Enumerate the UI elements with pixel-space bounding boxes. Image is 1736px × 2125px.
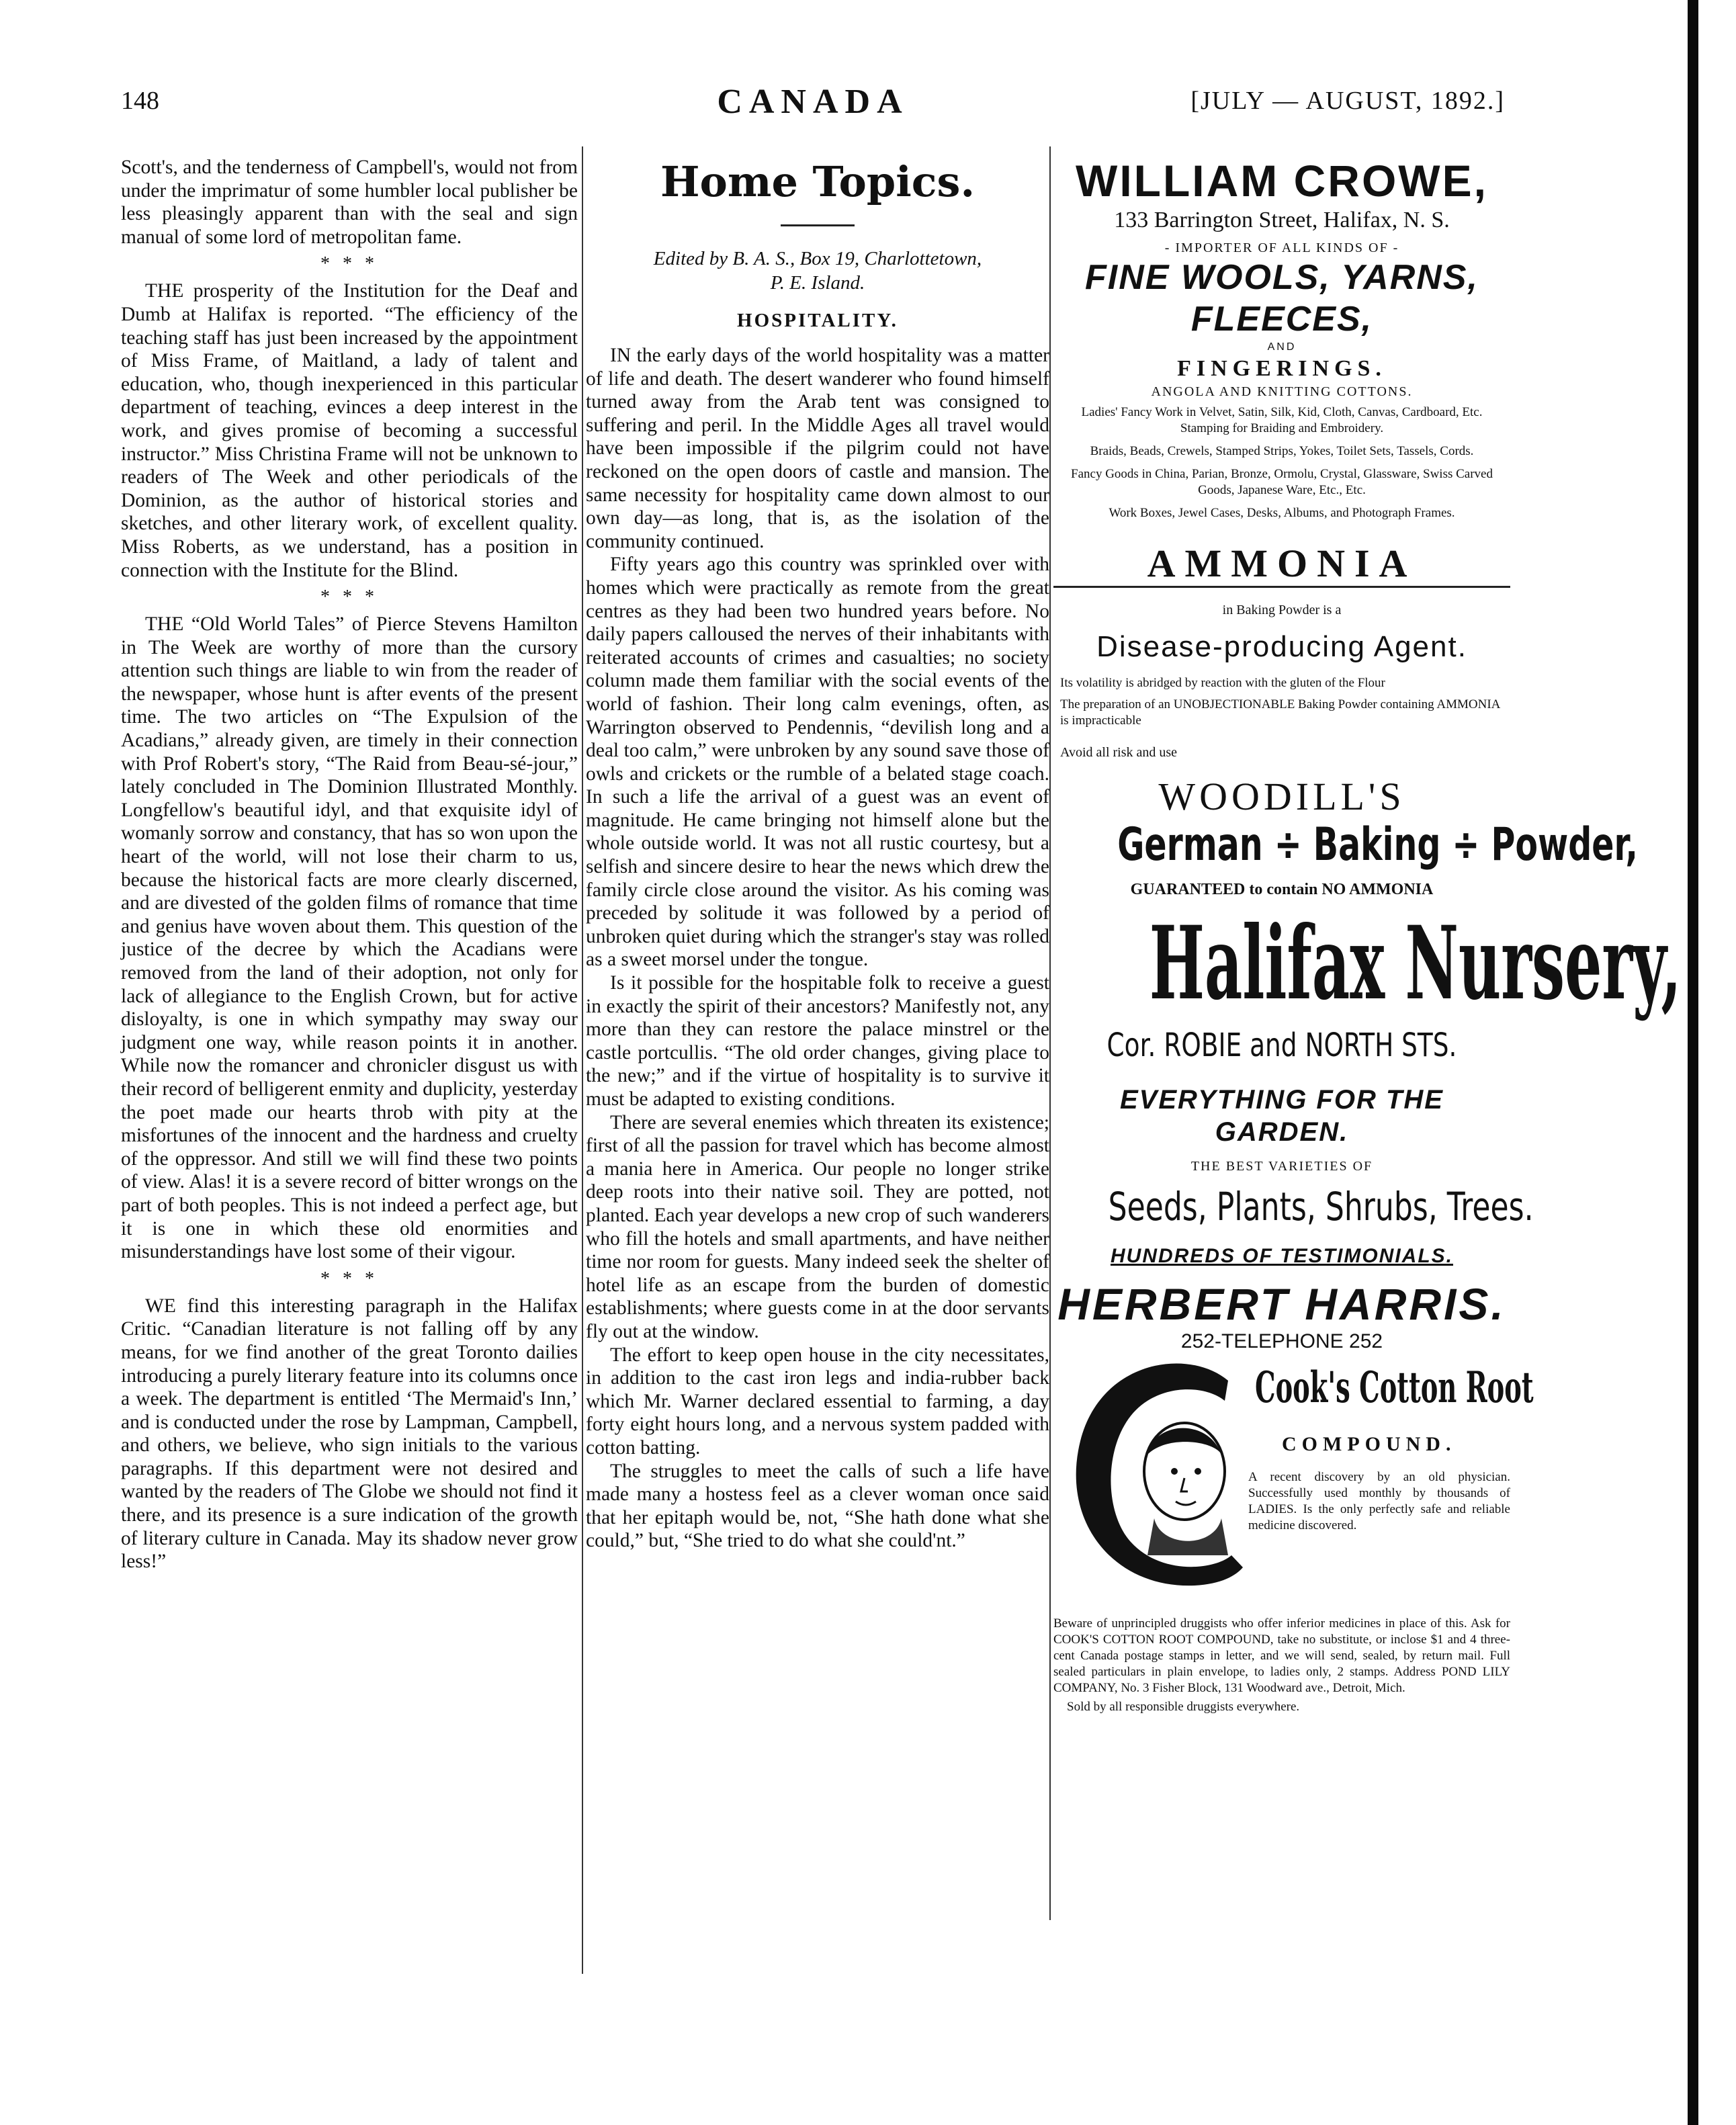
goods-line: Fancy Goods in China, Parian, Bronze, Ormolu, Crystal, Glassware, Swiss Carved Goods, Japanese Ware, Etc., Etc.	[1071, 467, 1493, 497]
page-number: 148	[121, 87, 159, 115]
importer-line: - IMPORTER OF ALL KINDS OF -	[1164, 241, 1399, 255]
telephone-line: 252-TELEPHONE 252	[1180, 1330, 1383, 1352]
and-line: AND	[1267, 341, 1297, 353]
paragraph-halifax-critic: WE find this interesting paragraph in the Halifax Critic. “Canadian literature is not falling off by any means, for we find another of the great Toronto dailies introducing a purely literary feature into its columns once a week. The department is entitled ‘The Mermaid's Inn,’ and is conducted under the rose by Lampman, Campbell, and others, we believe, who sign initials to the various paragraphs. If this department were not desired and wanted by the readers of The Globe we should not find it there, and its presence is a sure indication of the growth of literary culture in Canada. May its shadow never grow less!”	[121, 1295, 578, 1573]
cook-advertisement	[1053, 1354, 1534, 1616]
advertisement-column	[1053, 156, 1682, 1715]
goods-line: Braids, Beads, Crewels, Stamped Strips, Yokes, Toilet Sets, Tassels, Cords.	[1090, 444, 1474, 458]
ammonia-heading: AMMONIA	[1147, 541, 1417, 585]
cook-title: Cook's Cotton Root	[1255, 1362, 1534, 1413]
proprietor-name: HERBERT HARRIS.	[1057, 1279, 1506, 1329]
woodill-heading: WOODILL'S	[1158, 775, 1405, 818]
advertiser-name: WILLIAM CROWE,	[1076, 156, 1488, 206]
scan-edge	[1688, 0, 1698, 2125]
guarantee-line: GUARANTEED to contain NO AMMONIA	[1130, 881, 1434, 898]
baking-line: in Baking Powder is a	[1222, 603, 1342, 617]
cook-description: A recent discovery by an old physician. Successfully used monthly by thousands of LADIES. Is the only perfectly safe and reliable medicine discovered.	[1248, 1470, 1510, 1532]
column-rule-2	[1049, 146, 1051, 1920]
section-stars: * * *	[320, 587, 378, 608]
paragraph: Is it possible for the hospitable folk to receive a guest in exactly the spirit of their ancestors? Manifestly not, any more than they can restore the palace minstrel or the castle portcullis. “The old order changes, giving place to the new;” and if the virtue of hospitality is to survive it must be adapted to existing conditions.	[586, 972, 1049, 1110]
paragraph: Fifty years ago this country was sprinkled over with homes which were practically as remote from the great centres as they had been two hundred years before. No daily papers calloused the nerves of their inhabitants with reiterated accounts of crimes and casualties; no society column made them familiar with the social events of the world of fashion. Their long calm evenings, often, as Warrington observed to Pendennis, “devilish long and a deal too calm,” were unbroken by any sound save those of owls and crickets or the rumble of a belated stage coach. In such a life the arrival of a guest was an event of magnitude. He came bringing not himself alone but the whole outside world. It was not all rustic courtesy, but a selfish and sincere desire to hear the news which drew the family circle close around the visitor. As his coming was preceded by solitude it was followed by a period of unbroken quiet during which the stranger's stay was rolled as a sweet morsel under the tongue.	[586, 554, 1049, 971]
paragraph: The effort to keep open house in the city necessitates, in addition to the cast iron legs and india-rubber back which Mr. Warner declared essential to farming, a day forty eight hours long, and a nervous system padded with cotton batting.	[586, 1344, 1049, 1459]
article-heading: HOSPITALITY.	[737, 310, 898, 331]
testimonials-line: HUNDREDS OF TESTIMONIALS.	[1110, 1245, 1453, 1267]
issue-date: [JULY — AUGUST, 1892.]	[1190, 87, 1505, 115]
journal-title: CANADA	[717, 83, 909, 121]
paragraph-scott: Scott's, and the tenderness of Campbell's, would not from under the imprimatur of some humbler local publisher be less pleasingly apparent than with the seal and sign manual of some lord of metropolitan fame.	[121, 157, 578, 248]
title-rule	[781, 224, 855, 226]
seeds-heading: Seeds, Plants, Shrubs, Trees.	[1108, 1184, 1534, 1229]
section-stars: * * *	[320, 253, 378, 275]
paragraph: IN the early days of the world hospitality was a matter of life and death. The desert wanderer who found himself turned away from the Arab tent was consigned to suffering and peril. In the Middle Ages all travel would have been impossible if the pilgrim could not have reckoned on the open doors of castle and mansion. The same necessity for hospitality came down almost to our own day—as long, that is, as the isolation of the community continued.	[586, 345, 1049, 552]
cook-footnote: Beware of unprincipled druggists who offer inferior medicines in place of this. Ask for COOK'S COTTON ROOT COMPOUND, take no substitute, or inclose $1 and 4 three-cent Canada postage stamps in letter, and we will send, sealed, by return mail. Full sealed particulars in plain envelope, to ladies only, 2 stamps. Address POND LILY COMPANY, No. 3 Fisher Block, 131 Woodward ave., Detroit, Mich.	[1053, 1616, 1510, 1695]
baking-powder-heading: German ÷ Baking ÷ Powder,	[1117, 818, 1639, 871]
goods-line: Ladies' Fancy Work in Velvet, Satin, Silk, Kid, Cloth, Canvas, Cardboard, Etc. Stamping for Braiding and Embroidery.	[1081, 405, 1483, 435]
column-left	[121, 156, 578, 1573]
paragraph: There are several enemies which threaten its existence; first of all the passion for travel which has become almost a mania here in America. Our people no longer strike deep roots into their native soil. They are potted, not planted. Each year develops a new crop of such wanderers who fill the hotels and small apartments, and have neither time nor room for guests. Many indeed seek the shelter of hotel life as an escape from the burden of domestic establishments; where guests come in at the door servants fly out at the window.	[586, 1111, 1049, 1342]
compound-label: COMPOUND.	[1282, 1433, 1457, 1455]
fingerings-heading: FINGERINGS.	[1177, 356, 1387, 381]
avoid-line: Avoid all risk and use	[1060, 745, 1178, 760]
goods-line: Work Boxes, Jewel Cases, Desks, Albums, and Photograph Frames.	[1109, 506, 1455, 520]
lady-portrait-icon	[1060, 1354, 1248, 1596]
volatility-note: Its volatility is abridged by reaction with the gluten of the Flour	[1060, 676, 1385, 690]
column-rule-1	[582, 146, 583, 1974]
angola-line: ANGOLA AND KNITTING COTTONS.	[1151, 384, 1413, 399]
disease-heading: Disease-producing Agent.	[1096, 630, 1467, 663]
fine-wools-heading: FINE WOOLS, YARNS, FLEECES,	[1085, 258, 1479, 339]
sold-line: Sold by all responsible druggists everywhere.	[1067, 1700, 1300, 1714]
nursery-heading: Halifax Nursery,	[1149, 904, 1682, 1023]
editor-location: P. E. Island.	[770, 272, 865, 294]
paragraph-deaf-dumb: THE prosperity of the Institution for the Deaf and Dumb at Halifax is reported. “The efficiency of the teaching staff has just been increased by the appointment of Miss Frame, of Maitland, a lady of talent and education, who, though inexperienced in this particular department of teaching, evinces a deep interest in the work, and gives promise of becoming a successful instructor.” Miss Christina Frame will not be unknown to readers of The Week and other periodicals of the Dominion, as the author of historical stories and sketches, and other literary work, of excellent quality. Miss Roberts, as we understand, has a position in connection with the Institute for the Blind.	[121, 280, 578, 581]
section-title: Home Topics.	[660, 157, 975, 206]
section-stars: * * *	[320, 1268, 378, 1289]
preparation-note: The preparation of an UNOBJECTIONABLE Baking Powder containing AMMONIA is impracticable	[1060, 697, 1500, 728]
editor-line: Edited by B. A. S., Box 19, Charlottetown,	[653, 248, 982, 269]
garden-slogan: EVERYTHING FOR THE GARDEN.	[1120, 1085, 1444, 1147]
varieties-line: THE BEST VARIETIES OF	[1190, 1159, 1373, 1174]
advertiser-address: 133 Barrington Street, Halifax, N. S.	[1114, 208, 1450, 232]
column-middle	[586, 156, 1049, 1553]
nursery-address: Cor. ROBIE and NORTH STS.	[1106, 1027, 1457, 1064]
page-header	[121, 83, 1505, 133]
ammonia-rule	[1053, 586, 1510, 588]
paragraph-old-world-tales: THE “Old World Tales” of Pierce Stevens Hamilton in The Week are worthy of more than the cursory attention such things are liable to win from the reader of the newspaper, whose hunt is after events of the present time. The two articles on “The Expulsion of the Acadians,” already given, are timely in their connection with Prof Robert's story, “The Raid from Beau-sé-jour,” lately concluded in The Dominion Illustrated Monthly. Longfellow's beautiful idyl, and that exquisite idyl of womanly sorrow and constancy, that has so won upon the heart of the world, will not lose their charm to us, because the historical facts are more clearly discerned, and are divested of the golden films of romance that time and genius have woven about them. This question of the justice of the decree by which the Acadians were removed from the land of their adoption, not only for lack of allegiance to the English Crown, but for active disloyalty, is one in which sympathy may sway our judgment one way, while reason points it in another. While now the romancer and chronicler disgust us with their record of belligerent enmity and duplicity, yesterday the poet made our hearts throb with pity at the misfortunes of the innocent and the hardness and cruelty of the oppressor. And still we will find these two points of view. Alas! it is a severe record of bitter wrongs on the part of both peoples. This is not indeed a perfect age, but it is one in which these old enormities and misunderstandings have lost some of their vigour.	[121, 613, 578, 1263]
paragraph: The struggles to meet the calls of such a life have made many a hostess feel as a clever woman once said that her epitaph would be, not, “She hath done what she could,” but, “She tried to do what she could'nt.”	[586, 1460, 1049, 1552]
